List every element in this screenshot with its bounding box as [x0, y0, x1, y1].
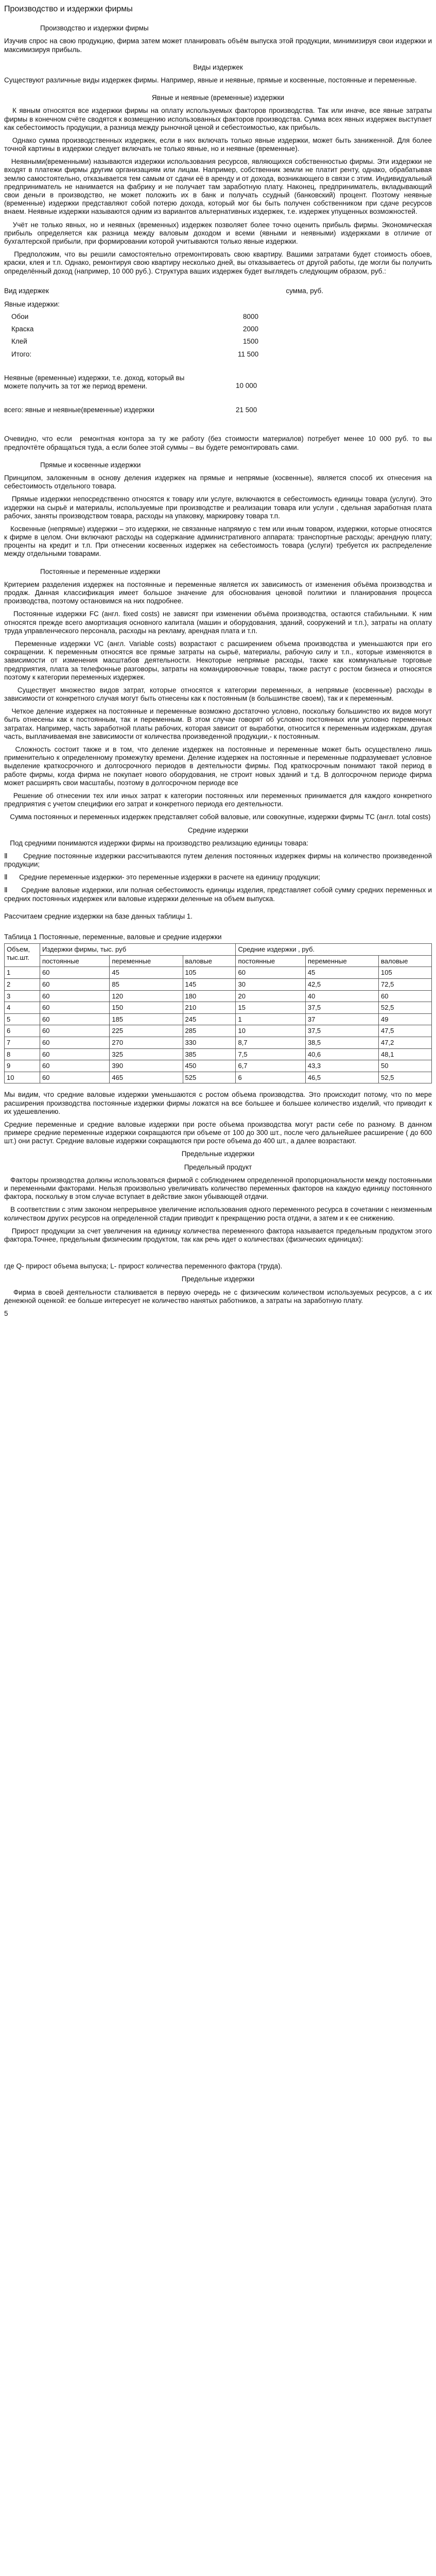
heading-direct-indirect: Прямые и косвенные издержки	[40, 461, 141, 469]
table-cell: 43,3	[305, 1060, 378, 1072]
table-cell-volume: 2	[5, 978, 40, 990]
heading-main: Производство и издержки фирмы	[40, 24, 149, 32]
list-item: Ⅱ Средние валовые издержки, или полная себестоимость единицы изделия, представляет собой сумму средних переменных и средних постоянных издержек или валовые издержки деленные на объем выпуска.	[4, 886, 434, 903]
explicit-costs-label: Явные издержки:	[4, 300, 60, 308]
table-cell: 60	[236, 967, 305, 979]
paragraph: Постоянные издержки FC (англ. fixed costs) не зависят при изменении объёма производства, остаются стабильными. К ним относятся прежде всего амортизация основного капитала (машин и оборудования, зданий, сооружений и т.п.), затраты на оплату труда управленческого персонала, расходы на рекламу, арендная плата и т.п.	[4, 610, 434, 635]
table-cell: 20	[236, 990, 305, 1002]
table-cell: 47,5	[379, 1025, 432, 1037]
paragraph: К явным относятся все издержки фирмы на оплату используемых факторов производства. Так или иначе, все явные затраты фирмы в конечном счёте сводятся к возмещению использованных факторов производства. Сумма всех явных издержек выступает как себестоимость продукции, а разница между рыночной ценой и себестоимостью, как прибыль.	[4, 107, 434, 131]
table-cell: 390	[110, 1060, 183, 1072]
table-cell: 60	[40, 1060, 110, 1072]
table-cell: 7,5	[236, 1048, 305, 1060]
table-row	[5, 1048, 432, 1060]
table-cell: 72,5	[379, 978, 432, 990]
table-cell: 49	[379, 1013, 432, 1025]
table-cell: 50	[379, 1060, 432, 1072]
list-item: Ⅱ Средние переменные издержки- это переменные издержки в расчете на единицу продукции;	[4, 873, 320, 882]
heading-cost-types: Виды издержек	[193, 63, 243, 71]
table-cell: 8,7	[236, 1037, 305, 1048]
paragraph-cost-types: Существуют различные виды издержек фирмы. Например, явные и неявные, прямые и косвенные, постоянные и переменные.	[4, 76, 417, 84]
table-cell: 38,5	[305, 1037, 378, 1048]
table-cell: 60	[40, 1013, 110, 1025]
paragraph: Под средними понимаются издержки фирмы на производство реализацию единицы товара:	[4, 839, 308, 847]
doc-title: Производство и издержки фирмы	[4, 5, 133, 13]
table-cell: 10	[236, 1025, 305, 1037]
table-cell: 60	[40, 967, 110, 979]
table-cell: 60	[40, 990, 110, 1002]
subheader: валовые	[379, 955, 432, 967]
header-average-costs: Средние издержки , руб.	[236, 944, 432, 956]
table-cell: 185	[110, 1013, 183, 1025]
header-firm-costs: Издержки фирмы, тыс. руб	[40, 944, 236, 956]
table-cell: 60	[40, 1037, 110, 1048]
cost-item: Итого: 11 500	[11, 350, 259, 358]
table-cell: 85	[110, 978, 183, 990]
paragraph: Однако сумма производственных издержек, если в них включать только явные издержки, может быть заниженной. Для более точной картины в издержки следует включать не только явные, но и неявные (временные).	[4, 136, 434, 153]
paragraph: Факторы производства должны использоваться фирмой с соблюдением определенной пропорциональности между постоянными и переменными факторами. Нельзя произвольно увеличивать количество переменных факторов на каждую единицу постоянного фактора, поскольку в этом случае вступает в действие закон убывающей отдачи.	[4, 1176, 434, 1201]
subheader: переменные	[110, 955, 183, 967]
table-cell: 525	[183, 1072, 236, 1083]
paragraph: Фирма в своей деятельности сталкивается в первую очередь не с физическим количеством используемых ресурсов, а с их денежной оценкой: ее больше интересует не количество нанятых работников, а затраты на заработную плату.	[4, 1288, 434, 1304]
table-cell: 45	[110, 967, 183, 979]
heading-explicit-implicit: Явные и неявные (временные) издержки	[151, 94, 285, 102]
paragraph: В соответствии с этим законом непрерывное увеличение использования одного переменного ресурса в сочетании с неизменным количеством других ресурсов на определенной стадии приводит к прекращению роста отдачи, а затем и к ее снижению.	[4, 1206, 434, 1222]
paragraph: Критерием разделения издержек на постоянные и переменные является их зависимость от изменения объёма производства и продаж. Данная классификация имеет большое значение для обоснования ценовой политики и планирования процесса производства, поэтому остановимся на них подробнее.	[4, 580, 434, 605]
table-cell: 60	[40, 1025, 110, 1037]
paragraph: Решение об отнесении тех или иных затрат к категории постоянных или переменных принимается для каждого конкретного предприятия с учетом специфики его затрат и конкретного периода его деятельности.	[4, 791, 434, 808]
table-cell: 37,5	[305, 1002, 378, 1014]
table-caption: Таблица 1 Постоянные, переменные, валовые и средние издержки	[4, 933, 222, 941]
table-cell: 60	[40, 1072, 110, 1083]
table-cell: 245	[183, 1013, 236, 1025]
costs-table	[4, 943, 432, 1083]
table-cell: 46,5	[305, 1072, 378, 1083]
table-cell-volume: 1	[5, 967, 40, 979]
paragraph: Существует множество видов затрат, которые относятся к категории переменных, а непрямые (косвенные) расходы в зависимости от конкретного случая могут быть отнесены как к постоянным (в большинстве своем), так и к переменным.	[4, 686, 434, 703]
cost-item: Клей 1500	[11, 337, 259, 346]
table-cell: 60	[40, 1048, 110, 1060]
table-cell: 180	[183, 990, 236, 1002]
table-cell-volume: 8	[5, 1048, 40, 1060]
table-row	[5, 1037, 432, 1048]
table-cell: 6	[236, 1072, 305, 1083]
table-cell-volume: 9	[5, 1060, 40, 1072]
table-row	[5, 1060, 432, 1072]
table-row	[5, 978, 432, 990]
table-cell: 105	[379, 967, 432, 979]
table-cell: 105	[183, 967, 236, 979]
paragraph: Сумма постоянных и переменных издержек представляет собой валовые, или совокупные, издержки фирмы TC (англ. total costs)	[4, 813, 431, 821]
subheader: переменные	[305, 955, 378, 967]
table-cell: 45	[305, 967, 378, 979]
table-cell: 225	[110, 1025, 183, 1037]
table-row	[5, 967, 432, 979]
paragraph: Сложность состоит также и в том, что деление издержек на постоянные и переменные может быть осуществлено лишь применительно к определенному промежутку времени. Деление издержек на постоянные и переменные подразумевает условное выделение краткосрочного и долгосрочного периодов в деятельности фирмы. Под краткосрочным понимают такой период в работе фирмы, когда фирма не покупает нового оборудования, не строит новых зданий и т.д. В долгосрочном периоде фирма может расширять свои масштабы, поэтому в долгосрочном периоде все	[4, 745, 434, 787]
paragraph: Учёт не только явных, но и неявных (временных) издержек позволяет более точно оценить прибыль фирмы. Экономическая прибыль определяется как разница между валовым доходом и всеми (явными и неявными) издержками в отличие от бухгалтерской прибыли, при формировании которой учитываются только явные издержки.	[4, 221, 434, 245]
cost-item: Обои 8000	[11, 313, 259, 321]
table-body	[5, 967, 432, 1083]
table-cell: 450	[183, 1060, 236, 1072]
paragraph: Переменные издержки VC (англ. Variable costs) возрастают с расширением объема производства и уменьшаются при его сокращении. К переменным относятся все прямые затраты на сырьё, материалы, рабочую силу и т.п., которые изменяются в зависимости от изменения масштабов деятельности. Некоторые непрямые расходы, также как коммунальные торговые предприятия, плата за телефонные разговоры, затраты на командировочные товары, также растут с ростом бизнеса и относятся поэтому к категории переменных издержек.	[4, 639, 434, 681]
paragraph: Средние переменные и средние валовые издержки при росте объема производства могут расти себе по разному. В данном примере средние переменные издержки сокращаются при объеме от 100 до 300 шт., после чего дальнейшее расширение ( до 600 шт.) они растут. Средние валовые издержки сокращаются при росте объема до 400 шт., а далее возрастают.	[4, 1120, 434, 1145]
table-row	[5, 1013, 432, 1025]
table-cell: 1	[236, 1013, 305, 1025]
table-cell: 37	[305, 1013, 378, 1025]
table-cell: 210	[183, 1002, 236, 1014]
page-number: 5	[4, 1309, 8, 1317]
table-row	[5, 1002, 432, 1014]
table-cell-volume: 3	[5, 990, 40, 1002]
paragraph: Очевидно, что если ремонтная контора за ту же работу (без стоимости материалов) потребует менее 10 000 руб. то вы предпочтёте обращаться туда, а если более этой суммы – вы будете ремонтировать сами.	[4, 435, 434, 451]
heading-marginal-costs-2: Предельные издержки	[181, 1275, 255, 1283]
table-cell: 330	[183, 1037, 236, 1048]
table-cell: 52,5	[379, 1002, 432, 1014]
table-cell: 465	[110, 1072, 183, 1083]
table-cell: 37,5	[305, 1025, 378, 1037]
table-header-row	[5, 944, 432, 956]
table-cell: 120	[110, 990, 183, 1002]
table-cell: 60	[40, 978, 110, 990]
table-cell: 40,6	[305, 1048, 378, 1060]
subheader: постоянные	[40, 955, 110, 967]
header-volume: Объем, тыс.шт.	[5, 944, 40, 967]
table-cell: 42,5	[305, 978, 378, 990]
table-cell: 60	[40, 1002, 110, 1014]
table-cell: 60	[379, 990, 432, 1002]
table-cell: 145	[183, 978, 236, 990]
table-cell-volume: 6	[5, 1025, 40, 1037]
table-cell: 47,2	[379, 1037, 432, 1048]
paragraph: Прирост продукции за счет увеличения на единицу количества переменного фактора называется предельным продуктом этого фактора.Точнее, предельным физическим продуктом, так как речь идет о количествах (физических единицах):	[4, 1227, 434, 1243]
table-cell: 150	[110, 1002, 183, 1014]
table-cell: 52,5	[379, 1072, 432, 1083]
paragraph: Четкое деление издержек на постоянные и переменные возможно достаточно условно, поскольку большинство их видов могут быть отнесены как к постоянным, так и переменным. В этом случае говорят об условно постоянных или условно переменных затратах. Например, часть заработной платы рабочих, которая зависит от выработки, относится к переменным издержкам, другая часть, выплачиваемая вне зависимости от количества произведенной продукции,- к постоянным.	[4, 707, 434, 740]
heading-marginal-product: Предельный продукт	[184, 1163, 252, 1171]
heading-fixed-variable: Постоянные и переменные издержки	[40, 567, 161, 575]
total-costs-row: всего: явные и неявные(временные) издержки 21 500	[4, 406, 257, 414]
cost-item: Краска 2000	[11, 325, 259, 333]
table-row	[5, 990, 432, 1002]
paragraph: Неявными(временными) называются издержки использования ресурсов, являющихся собственностью фирмы. Эти издержки не входят в платежи фирмы другим организациям или лицам. Например, собственник земли не платит ренту, однако, обрабатывая землю самостоятельно, отказывается тем самым от сдачи её в аренду и от дохода, возникающего в связи с этим. Индивидуальный предприниматель не нанимается на фабрику и не получает там заработную плату. Наконец, предприниматель, вкладывающий свои деньги в производство, не может положить их в банк и получать ссудный (банковский) процент. Поэтому неявные (временные) издержки представляют собой потерю дохода, который мог бы быть получен собственником при сдаче ресурсов внаем. Неявные издержки называются одним из вариантов альтернативных издержек, т.е. издержек упущенных возможностей.	[4, 158, 434, 216]
table-cell: 30	[236, 978, 305, 990]
cost-label: Вид издержек	[4, 286, 49, 295]
table-cell-volume: 5	[5, 1013, 40, 1025]
paragraph: Мы видим, что средние валовые издержки уменьшаются с ростом объема производства. Это происходит потому, что по мере расширения производства постоянные издержки фирмы ложатся на все большее и большее количество изделий, что приводит к их удешевлению.	[4, 1091, 434, 1115]
table-cell: 40	[305, 990, 378, 1002]
heading-marginal-costs: Предельные издержки	[181, 1150, 255, 1158]
table-cell-volume: 10	[5, 1072, 40, 1083]
cost-structure-block	[4, 287, 432, 415]
table-cell-volume: 7	[5, 1037, 40, 1048]
table-cell: 6,7	[236, 1060, 305, 1072]
table-cell: 325	[110, 1048, 183, 1060]
list-item: Ⅱ Средние постоянные издержки рассчитываются путем деления постоянных издержек фирмы на количество произведенной продукции;	[4, 852, 434, 869]
implicit-costs-row: Неявные (временные) издержки, т.е. доход, который вы можете получить за тот же период времени. 10 000	[4, 374, 257, 390]
table-row	[5, 1025, 432, 1037]
subheader: постоянные	[236, 955, 305, 967]
paragraph: Принципом, заложенным в основу деления издержек на прямые и непрямые (косвенные), является способ их отнесения на себестоимость отдельного товара.	[4, 473, 434, 490]
paragraph: Предположим, что вы решили самостоятельно отремонтировать свою квартиру. Вашими затратами будет стоимость обоев, краски, клея и т.п. Однако, ремонтируя свою квартиру несколько дней, вы отказываетесь от другой работы, где могли бы получить определённый доход (например, 10 000 руб.). Структура ваших издержек будет выглядеть следующим образом, руб.:	[4, 250, 434, 275]
table-row	[5, 1072, 432, 1083]
paragraph: Косвенные (непрямые) издержки – это издержки, не связанные напрямую с тем или иным товаром, издержки, которые относятся к фирме в целом. Они включают расходы на содержание административного аппарата: транспортные расходы; арендную плату; проценты на кредит и т.п. При отнесении косвенных издержек на себестоимость товара (услуги) требуется их распределение между отдельными товарами.	[4, 524, 436, 558]
paragraph-intro: Изучив спрос на свою продукцию, фирма затем может планировать объём выпуска этой продукции, минимизируя свои издержки и максимизируя прибыль.	[4, 37, 434, 54]
table-cell: 270	[110, 1037, 183, 1048]
table-cell: 385	[183, 1048, 236, 1060]
subheader: валовые	[183, 955, 236, 967]
table-cell: 15	[236, 1002, 305, 1014]
table-cell-volume: 4	[5, 1002, 40, 1014]
cost-sum-label: сумма, руб.	[286, 286, 323, 295]
table-cell: 285	[183, 1025, 236, 1037]
table-cell: 48,1	[379, 1048, 432, 1060]
paragraph: где Q- прирост объема выпуска; L- прирост количества переменного фактора (труда).	[4, 1262, 283, 1270]
paragraph: Рассчитаем средние издержки на базе данных таблицы 1.	[4, 912, 193, 920]
heading-average-costs: Средние издержки	[187, 826, 249, 834]
paragraph: Прямые издержки непосредственно относятся к товару или услуге, включаются в себестоимость единицы товара (услуги). Это издержки на сырьё и материалы, используемые при производстве и реализации товара или услуги , сдельная заработная плата рабочих, заняты производством товара, расходы на упаковку, маркировку товара т.п.	[4, 495, 434, 520]
table-subheader-row	[5, 955, 432, 967]
